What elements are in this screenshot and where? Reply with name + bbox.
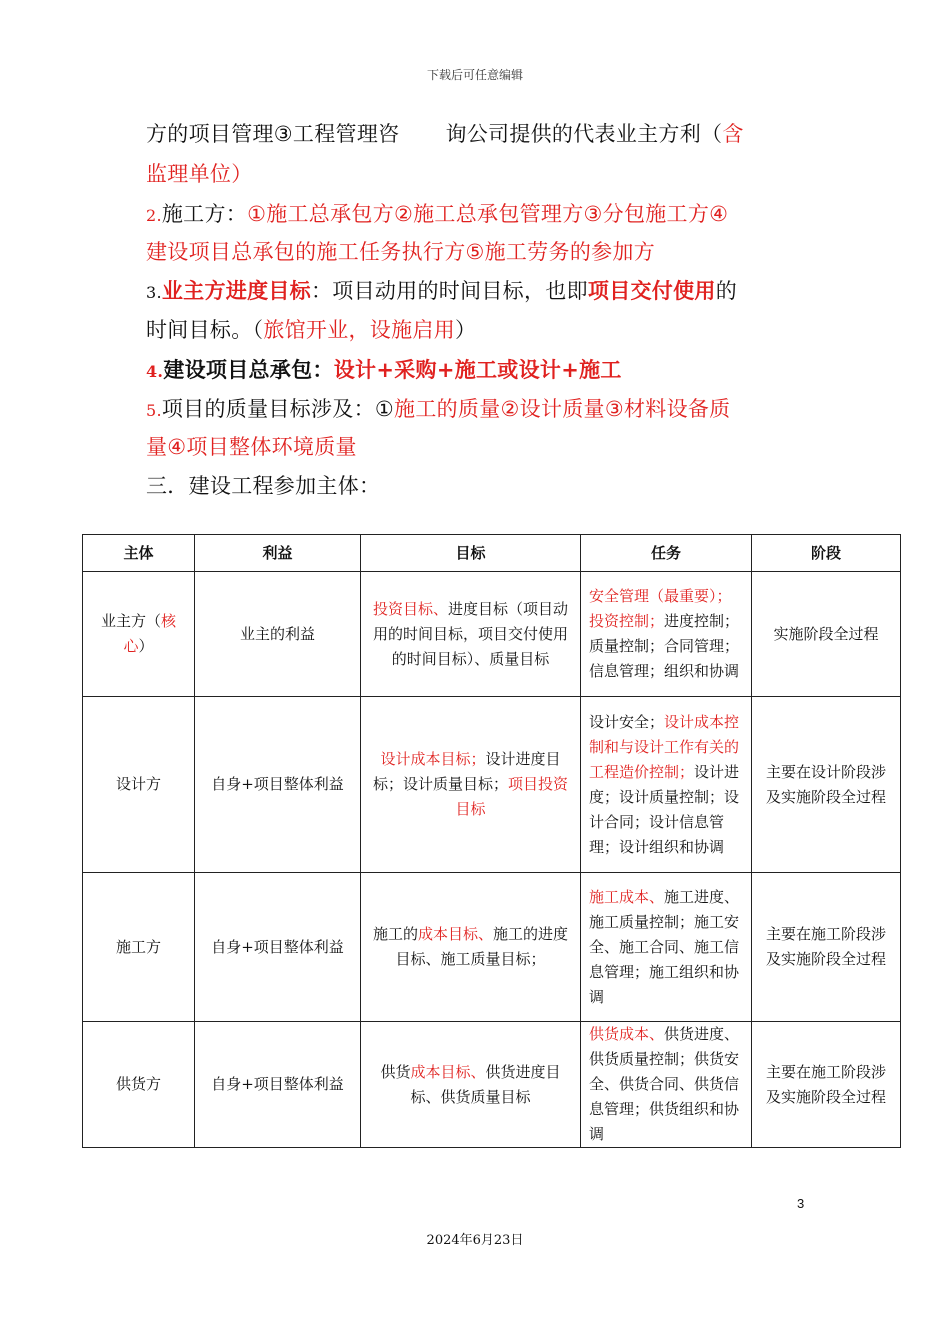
text-segment: ）: [138, 637, 154, 655]
stage-cell: 主要在施工阶段涉及实施阶段全过程: [752, 1022, 901, 1148]
table-row: [83, 873, 901, 1022]
interest-cell: 自身+项目整体利益: [195, 1022, 361, 1148]
text-segment: ：项目动用的时间目标，也即: [310, 279, 588, 303]
text-segment: 进度控制；质量控制；合同管理；信息管理；组织和协调: [589, 612, 740, 680]
participants-table: [82, 534, 901, 1148]
text-segment: 施工方：: [161, 202, 248, 226]
text-segment: 进度目标（项目动用的时间目标，项目交付使用的时间目标）、质量目标: [372, 599, 569, 668]
paragraph-line-5: [146, 275, 737, 305]
task-cell: [581, 697, 752, 873]
text-segment: 心: [123, 637, 139, 655]
paragraph-line-8: [146, 393, 730, 423]
text-segment: 旅馆开业，设施启用: [263, 318, 456, 342]
task-cell: [581, 572, 752, 697]
text-segment: 核: [161, 612, 177, 630]
text-segment: 投资目标、: [372, 599, 448, 618]
text-segment: 的: [715, 279, 738, 303]
text-segment: 供货: [380, 1062, 411, 1081]
text-segment: 方的项目管理③工程管理咨: [146, 122, 400, 146]
text-segment: 设计进度目标；设计质量目标；: [372, 750, 561, 793]
list-number: 5.: [146, 401, 162, 420]
text-segment: 施工进度、施工质量控制；施工安全、施工合同、施工信息管理；施工组织和协调: [589, 887, 740, 1006]
task-cell: [581, 1022, 752, 1148]
table-row: [83, 572, 901, 697]
text-segment: 项目的质量目标涉及：①: [161, 397, 395, 421]
table-header-row: [83, 535, 901, 572]
goal-cell: [361, 873, 581, 1022]
interest-cell: 业主的利益: [195, 572, 361, 697]
text-segment: 项目交付使用: [587, 279, 716, 303]
text-segment: 安全管理（最重要）；投资控制；: [589, 587, 732, 630]
interest-cell: 自身+项目整体利益: [195, 697, 361, 873]
text-segment: 业主方（: [100, 612, 161, 630]
column-header: 阶段: [752, 535, 901, 572]
text-segment: 施工的进度目标、施工质量目标；: [395, 925, 569, 968]
goal-cell: [361, 1022, 581, 1148]
text-segment: ）: [455, 318, 477, 342]
text-segment: 供货进度、供货质量控制；供货安全、供货合同、供货信息管理；供货组织和协调: [589, 1025, 740, 1143]
interest-cell: 自身+项目整体利益: [195, 873, 361, 1022]
subject-cell: 施工方: [83, 873, 195, 1022]
text-segment: 设计成本控制和与设计工作有关的工程造价控制；: [589, 712, 740, 781]
paragraph-line-9: 量④项目整体环境质量: [146, 435, 357, 459]
paragraph-line-7: [146, 354, 622, 384]
table-row: [83, 1022, 901, 1148]
paragraph-line-1: [146, 118, 744, 148]
stage-cell: 主要在设计阶段涉及实施阶段全过程: [752, 697, 901, 873]
text-segment: 供货成本、: [589, 1025, 665, 1043]
subject-cell: 设计方: [83, 697, 195, 873]
text-segment: 建设项目总承包：: [163, 358, 334, 382]
list-number: 2.: [146, 206, 162, 225]
subject-cell: [83, 572, 195, 697]
subject-cell: 供货方: [83, 1022, 195, 1148]
text-segment: 设计+采购+施工或设计+施工: [333, 358, 622, 382]
text-segment: 设计安全；: [589, 712, 665, 731]
text-segment: 施工成本、: [589, 887, 665, 906]
table-row: [83, 697, 901, 873]
text-segment: 时间目标。（: [146, 318, 264, 342]
text-segment: 成本目标、: [410, 1062, 486, 1081]
page-header: 下载后可任意编辑: [426, 68, 523, 82]
paragraph-line-6: [146, 314, 476, 344]
text-segment: 设计进度；设计质量控制；设计合同；设计信息管理；设计组织和协调: [589, 762, 740, 856]
list-number: 4.: [146, 362, 164, 381]
section-heading: 三．建设工程参加主体：: [146, 474, 381, 498]
list-number: 3.: [146, 283, 162, 302]
paragraph-line-2: 监理单位）: [146, 162, 253, 186]
page-footer-date: 2024年6月23日: [426, 1233, 524, 1248]
goal-cell: [361, 697, 581, 873]
text-segment: 成本目标、: [417, 925, 493, 943]
text-segment: 含: [722, 122, 744, 146]
text-segment: 项目投资目标: [455, 775, 569, 818]
column-header: 利益: [195, 535, 361, 572]
paragraph-line-3: [146, 198, 728, 228]
column-header: 任务: [581, 535, 752, 572]
column-header: 目标: [361, 535, 581, 572]
text-segment: 业主方进度目标: [161, 279, 311, 303]
goal-cell: [361, 572, 581, 697]
stage-cell: 主要在施工阶段涉及实施阶段全过程: [752, 873, 901, 1022]
text-segment: 设计成本目标；: [380, 750, 486, 768]
text-segment: ①施工总承包方②施工总承包管理方③分包施工方④: [247, 202, 729, 226]
text-segment: 供货进度目标、供货质量目标: [410, 1062, 561, 1106]
text-segment: 施工的: [372, 925, 418, 943]
text-segment: 询公司提供的代表业主方利（: [445, 122, 723, 146]
column-header: 主体: [83, 535, 195, 572]
text-segment: 施工的质量②设计质量③材料设备质: [394, 397, 731, 421]
page-number: 3: [797, 1196, 805, 1211]
task-cell: [581, 873, 752, 1022]
paragraph-line-4: 建设项目总承包的施工任务执行方⑤施工劳务的参加方: [146, 240, 656, 264]
stage-cell: 实施阶段全过程: [752, 572, 901, 697]
